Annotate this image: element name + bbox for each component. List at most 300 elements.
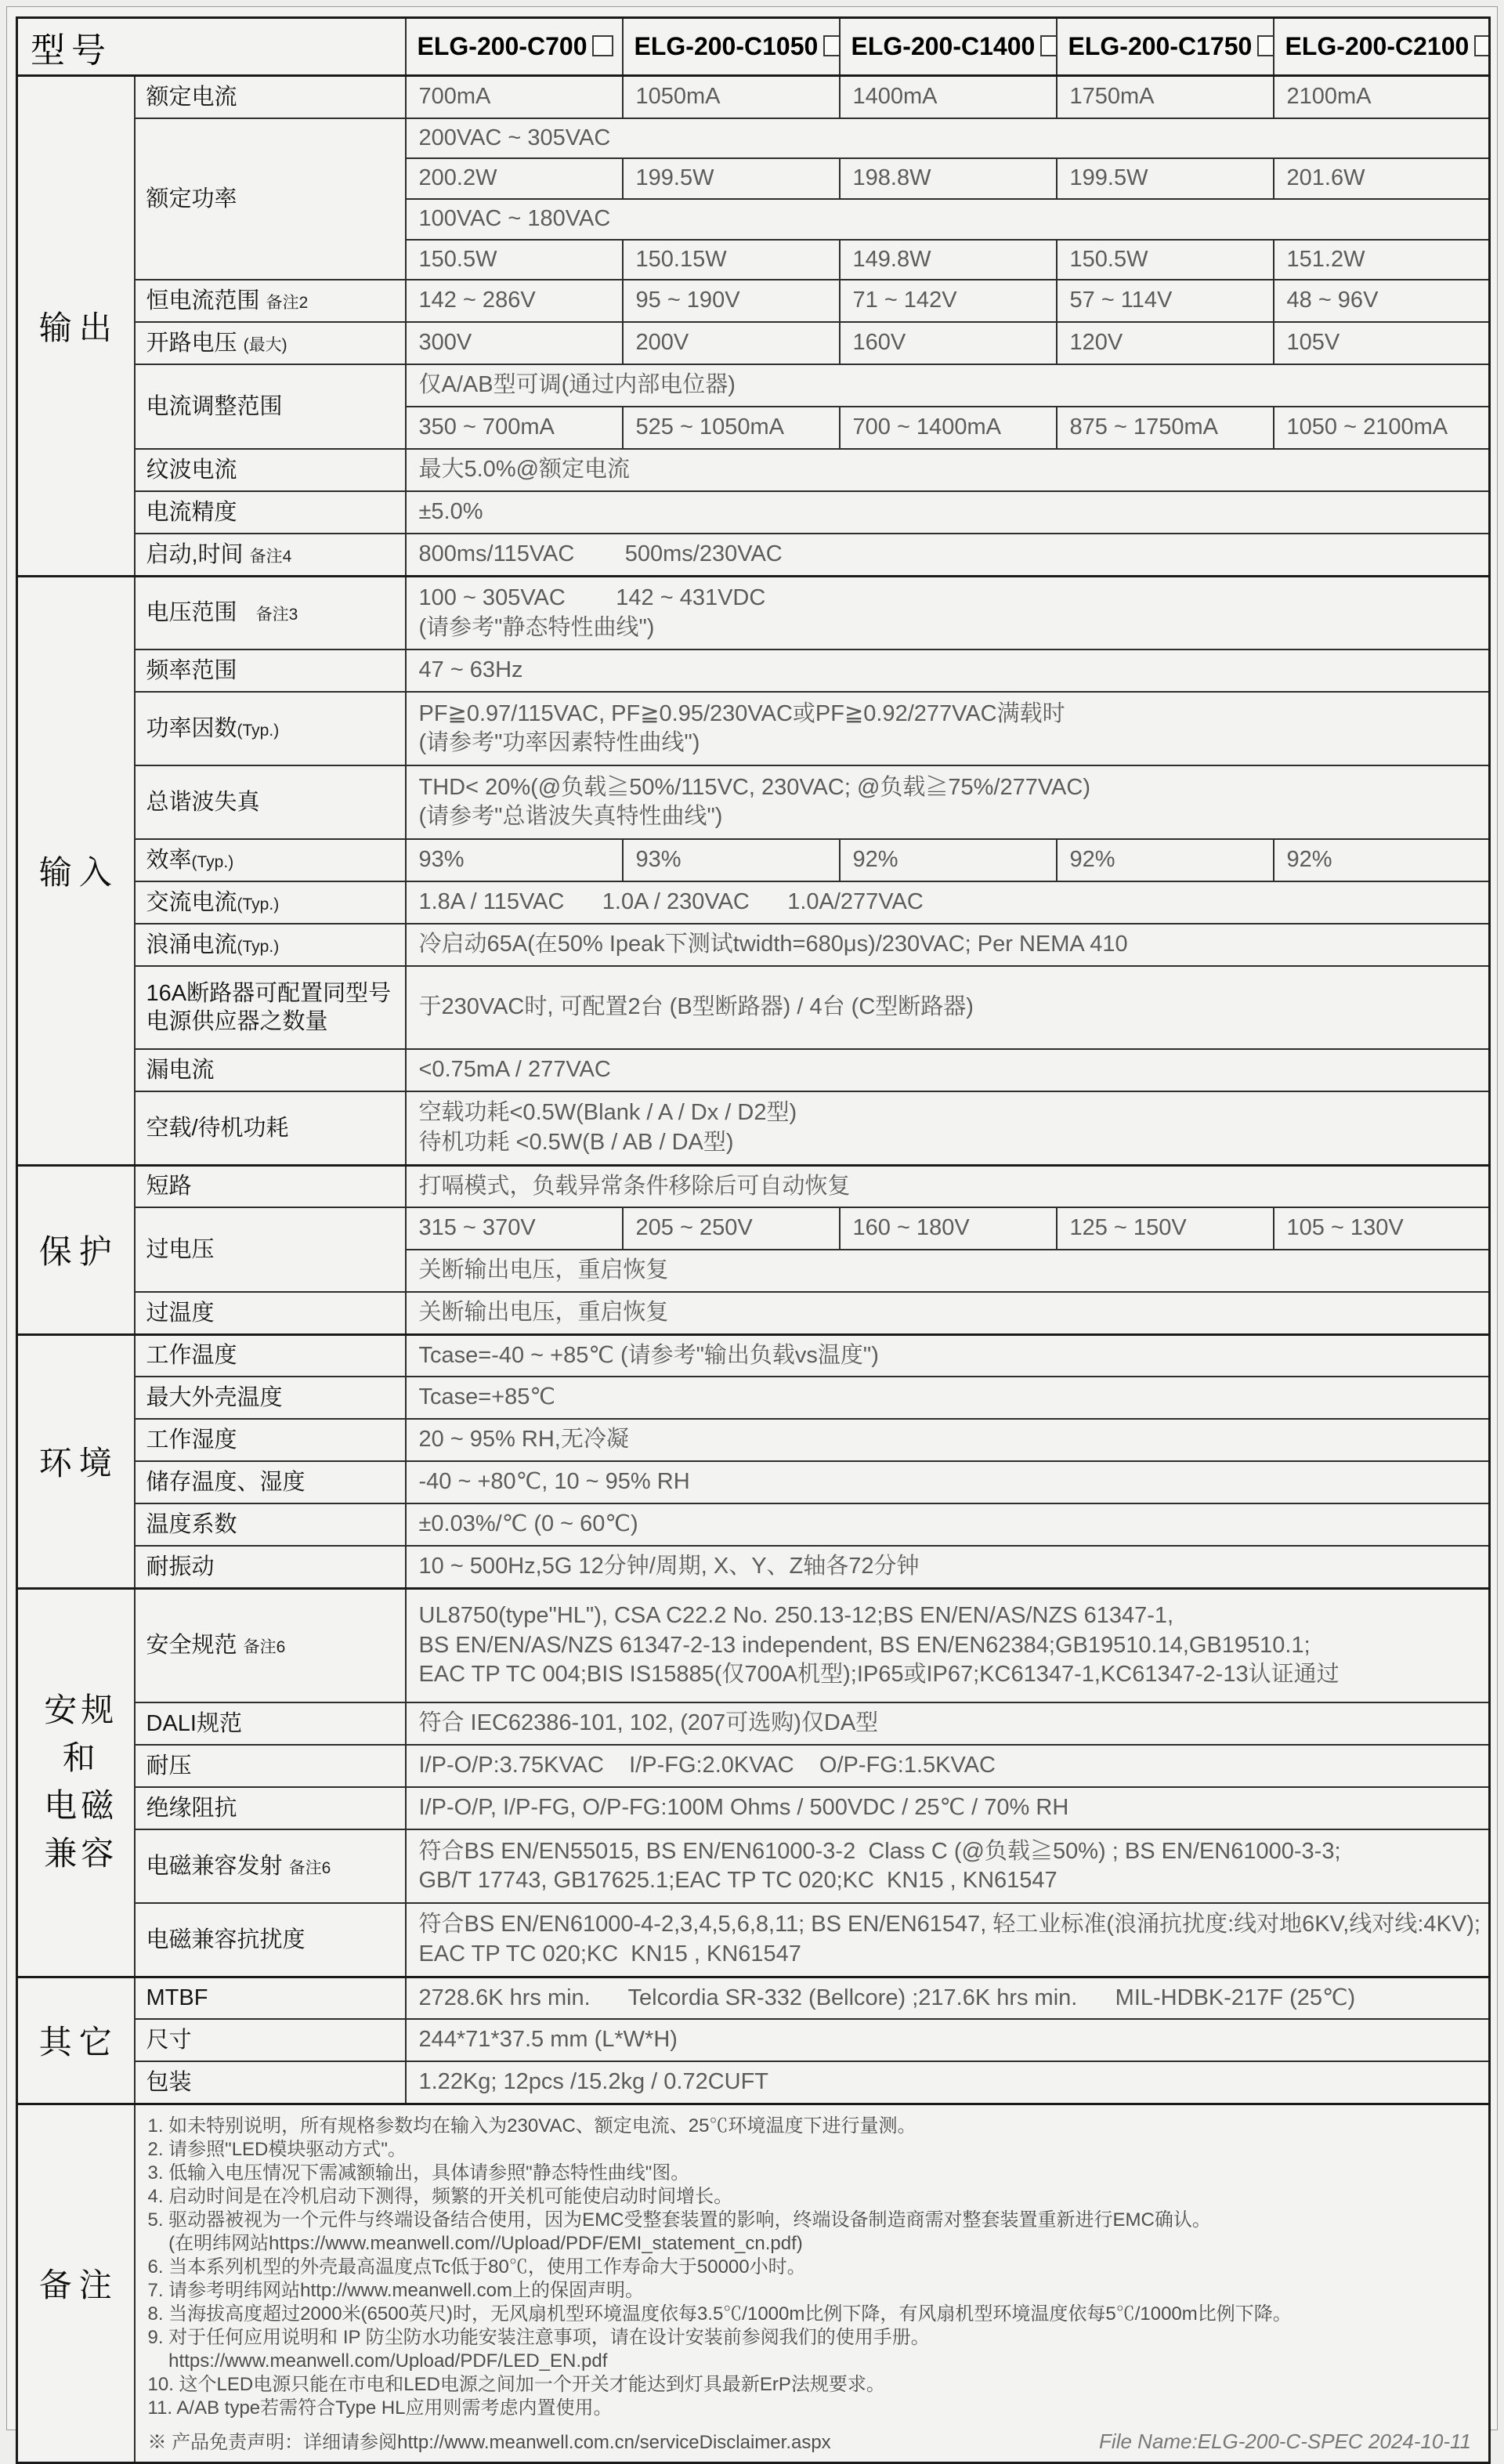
row-isolation-resistance bbox=[17, 1787, 1490, 1829]
value-text: 92% bbox=[1286, 847, 1332, 873]
param-label: MTBF bbox=[146, 1985, 208, 2011]
value-text: I/P-O/P, I/P-FG, O/P-FG:100M Ohms / 500VDC / 25℃ / 70% RH bbox=[418, 1795, 1069, 1821]
value-text: 100VAC ~ 180VAC bbox=[418, 205, 611, 231]
param-label: DALI规范 bbox=[146, 1711, 242, 1737]
value-text: 315 ~ 370V bbox=[418, 1215, 536, 1241]
row-inrush-current bbox=[17, 924, 1490, 966]
note-item: 11. A/AB type若需符合Type HL应用则需考虑内置使用。 bbox=[147, 2397, 613, 2419]
section-label-safety-emc bbox=[17, 1588, 135, 1977]
value-cell-span bbox=[406, 1419, 1490, 1461]
value-cell bbox=[1274, 158, 1490, 199]
value-text-line2: (请参考"功率因素特性曲线") bbox=[418, 730, 700, 756]
notes-footer bbox=[148, 2426, 1475, 2455]
value-cell-span bbox=[406, 491, 1490, 534]
row-emc-immunity bbox=[17, 1903, 1490, 1977]
value-cell bbox=[840, 240, 1057, 280]
param-label: 漏电流 bbox=[146, 1058, 215, 1084]
value-cell-span bbox=[406, 881, 1490, 924]
value-cell bbox=[406, 240, 623, 280]
param-max-case-temp bbox=[135, 1377, 406, 1419]
value-text: 符合 IEC62386-101, 102, (207可选购)仅DA型 bbox=[418, 1710, 879, 1736]
value-cell bbox=[1057, 158, 1274, 199]
model-suffix-box-icon bbox=[1040, 35, 1056, 56]
section-text: 备注 bbox=[38, 2267, 119, 2304]
param-current-accuracy bbox=[135, 491, 406, 534]
row-working-temp bbox=[17, 1334, 1490, 1377]
value-cell bbox=[840, 158, 1057, 199]
param-safety bbox=[135, 1588, 406, 1702]
model-header-c700 bbox=[406, 18, 623, 76]
param-open-circuit-voltage bbox=[135, 322, 406, 364]
note-item: 10. 这个LED电源只能在市电和LED电源之间加一个开关才能达到灯具最新ErP法规要求。 bbox=[147, 2373, 885, 2395]
value-text: 100 ~ 305VAC 142 ~ 431VDC bbox=[418, 584, 766, 610]
value-text: 1.22Kg; 12pcs /15.2kg / 0.72CUFT bbox=[418, 2069, 769, 2095]
value-text: 1050mA bbox=[635, 83, 721, 109]
row-rated-current bbox=[17, 76, 1490, 118]
value-cell-span bbox=[406, 692, 1490, 765]
param-label: 温度系数 bbox=[146, 1512, 237, 1538]
row-ac-current bbox=[17, 881, 1490, 924]
value-cell-span bbox=[406, 1165, 1490, 1207]
section-text: 其它 bbox=[38, 2024, 119, 2061]
value-text: 仅A/AB型可调(通过内部电位器) bbox=[418, 372, 736, 398]
value-text: 2100mA bbox=[1286, 83, 1372, 109]
value-text: 199.5W bbox=[1069, 165, 1148, 191]
param-label: 空载/待机功耗 bbox=[146, 1115, 289, 1141]
value-text-line3: EAC TP TC 004;BIS IS15885(仅700A机型);IP65或IP67;KC61347-1,KC61347-2-13认证通过 bbox=[418, 1662, 1340, 1688]
row-efficiency bbox=[17, 839, 1490, 881]
model-suffix-box-icon bbox=[1257, 35, 1273, 56]
value-text-line2: 待机功耗 <0.5W(B / AB / DA型) bbox=[418, 1130, 734, 1155]
value-cell-span bbox=[406, 1903, 1490, 1977]
value-cell-span bbox=[406, 1977, 1490, 2019]
value-text: ±0.03%/℃ (0 ~ 60℃) bbox=[418, 1511, 638, 1537]
value-cell bbox=[623, 1207, 840, 1250]
model-name: ELG-200-C2100 bbox=[1285, 32, 1470, 60]
value-text: 149.8W bbox=[852, 246, 931, 272]
row-cc-range bbox=[17, 280, 1490, 322]
value-cell bbox=[1274, 322, 1490, 364]
param-note: (Typ.) bbox=[191, 853, 234, 872]
param-note: 备注6 bbox=[288, 1859, 331, 1878]
param-no-load-power bbox=[135, 1091, 406, 1165]
param-label: 绝缘阻抗 bbox=[146, 1796, 237, 1822]
note-item: 7. 请参考明纬网站http://www.meanwell.com上的保固声明。 bbox=[147, 2279, 644, 2301]
value-text-line2: BS EN/EN/AS/NZS 61347-2-13 independent, BS EN/EN62384;GB19510.14,GB19510.1; bbox=[418, 1632, 1311, 1658]
value-text: 151.2W bbox=[1286, 246, 1365, 272]
value-cell bbox=[1057, 76, 1274, 118]
param-over-temperature bbox=[135, 1292, 406, 1334]
disclaimer-text: ※ 产品免责声明：详细请参阅http://www.meanwell.com.cn/serviceDisclaimer.aspx bbox=[147, 2431, 831, 2453]
value-text: Tcase=+85℃ bbox=[418, 1384, 555, 1410]
note-item: 3. 低输入电压情况下需减额输出，具体请参照"静态特性曲线"图。 bbox=[147, 2162, 690, 2184]
value-text: 199.5W bbox=[635, 165, 714, 191]
param-short-circuit bbox=[135, 1165, 406, 1207]
param-vibration bbox=[135, 1546, 406, 1588]
note-item: 4. 启动时间是在冷机启动下测得，频繁的开关机可能使启动时间增长。 bbox=[147, 2185, 733, 2207]
param-label: 包装 bbox=[146, 2069, 192, 2095]
model-suffix-box-icon bbox=[592, 35, 613, 56]
value-cell bbox=[840, 1207, 1057, 1250]
value-text: 160V bbox=[852, 330, 906, 356]
param-note: (Typ.) bbox=[237, 722, 280, 740]
value-cell bbox=[840, 839, 1057, 881]
value-text: 20 ~ 95% RH,无冷凝 bbox=[418, 1427, 629, 1453]
value-cell-span bbox=[406, 1588, 1490, 1702]
param-frequency-range bbox=[135, 649, 406, 692]
value-text: 92% bbox=[852, 847, 898, 873]
value-cell-span bbox=[406, 534, 1490, 576]
value-text: 2728.6K hrs min. Telcordia SR-332 (Bellcore) ;217.6K hrs min. MIL-HDBK-217F (25℃) bbox=[418, 1985, 1356, 2010]
value-text: 105 ~ 130V bbox=[1286, 1215, 1404, 1241]
value-cell bbox=[840, 76, 1057, 118]
param-voltage-range bbox=[135, 576, 406, 649]
spec-table bbox=[16, 16, 1491, 2464]
value-text: 冷启动65A(在50% Ipeak下测试twidth=680μs)/230VAC; Per NEMA 410 bbox=[418, 932, 1128, 957]
param-dimensions bbox=[135, 2019, 406, 2061]
param-label: 电磁兼容抗扰度 bbox=[146, 1927, 306, 1952]
value-text: 最大5.0%@额定电流 bbox=[418, 457, 631, 483]
value-text: I/P-O/P:3.75KVAC I/P-FG:2.0KVAC O/P-FG:1.5KVAC bbox=[418, 1753, 996, 1778]
value-text: 525 ~ 1050mA bbox=[635, 414, 784, 440]
param-label: 工作温度 bbox=[146, 1343, 237, 1369]
value-cell-span bbox=[406, 765, 1490, 839]
param-label: 效率 bbox=[146, 848, 192, 874]
value-text-line2: EAC TP TC 020;KC KN15 , KN61547 bbox=[418, 1941, 801, 1966]
param-temp-coefficient bbox=[135, 1503, 406, 1546]
value-text: 93% bbox=[635, 847, 682, 873]
value-text: 10 ~ 500Hz,5G 12分钟/周期, X、Y、Z轴各72分钟 bbox=[418, 1554, 920, 1579]
value-text: UL8750(type"HL"), CSA C22.2 No. 250.13-12;BS EN/EN/AS/NZS 61347-1, bbox=[418, 1602, 1174, 1628]
section-label-output bbox=[17, 76, 135, 577]
value-cell-span bbox=[406, 1250, 1490, 1292]
row-dali bbox=[17, 1702, 1490, 1745]
value-text: 1400mA bbox=[852, 83, 938, 109]
value-text: 71 ~ 142V bbox=[852, 288, 957, 313]
param-label: 启动,时间 bbox=[146, 541, 244, 567]
row-open-circuit-voltage bbox=[17, 322, 1490, 364]
param-packing bbox=[135, 2061, 406, 2104]
value-text: 244*71*37.5 mm (L*W*H) bbox=[418, 2027, 678, 2053]
value-text: 200VAC ~ 305VAC bbox=[418, 125, 611, 150]
param-power-factor bbox=[135, 692, 406, 765]
row-thd bbox=[17, 765, 1490, 839]
value-text: 150.5W bbox=[418, 246, 497, 272]
value-cell-span bbox=[406, 649, 1490, 692]
param-label: 过电压 bbox=[146, 1237, 215, 1263]
section-label-others bbox=[17, 1977, 135, 2104]
section-label-input bbox=[17, 576, 135, 1165]
value-cell bbox=[1274, 76, 1490, 118]
model-suffix-box-icon bbox=[823, 35, 839, 56]
value-text: 201.6W bbox=[1286, 165, 1365, 191]
value-text: 150.15W bbox=[635, 246, 727, 272]
value-text-line2: (请参考"静态特性曲线") bbox=[418, 614, 655, 640]
value-cell bbox=[1057, 280, 1274, 322]
value-text: 198.8W bbox=[852, 165, 931, 191]
param-label: 最大外壳温度 bbox=[146, 1385, 283, 1411]
value-cell bbox=[1274, 280, 1490, 322]
param-ac-current bbox=[135, 881, 406, 924]
value-cell-span bbox=[406, 1461, 1490, 1503]
value-text: 120V bbox=[1069, 330, 1123, 356]
row-vibration bbox=[17, 1546, 1490, 1588]
value-cell bbox=[406, 76, 623, 118]
row-mtbf bbox=[17, 1977, 1490, 2019]
row-setup-time bbox=[17, 534, 1490, 576]
spec-sheet-page bbox=[6, 6, 1498, 2453]
value-cell-span bbox=[406, 1546, 1490, 1588]
value-cell bbox=[406, 1207, 623, 1250]
value-cell bbox=[623, 839, 840, 881]
value-cell bbox=[623, 407, 840, 449]
model-header-row bbox=[17, 18, 1490, 76]
param-label: 功率因数 bbox=[146, 716, 237, 742]
param-breaker bbox=[135, 966, 406, 1049]
section-text: 兼容 bbox=[44, 1835, 118, 1872]
value-cell-span bbox=[406, 1503, 1490, 1546]
section-text: 安规 bbox=[44, 1692, 118, 1729]
value-cell-span bbox=[406, 364, 1490, 407]
section-text: 输出 bbox=[38, 309, 119, 346]
value-cell bbox=[840, 407, 1057, 449]
note-item: https://www.meanwell.com/Upload/PDF/LED_EN.pdf bbox=[147, 2350, 608, 2372]
param-label: 电流精度 bbox=[146, 500, 237, 526]
section-text: 输入 bbox=[38, 854, 119, 892]
param-leakage-current bbox=[135, 1049, 406, 1091]
value-text: 160 ~ 180V bbox=[852, 1215, 970, 1241]
param-setup-time bbox=[135, 534, 406, 576]
value-text: 93% bbox=[418, 847, 465, 873]
value-cell-span bbox=[406, 1702, 1490, 1745]
row-dimensions bbox=[17, 2019, 1490, 2061]
value-text: Tcase=-40 ~ +85℃ (请参考"输出负载vs温度") bbox=[418, 1342, 879, 1368]
param-efficiency bbox=[135, 839, 406, 881]
value-text: 800ms/115VAC 500ms/230VAC bbox=[418, 541, 783, 567]
value-text: 350 ~ 700mA bbox=[418, 414, 555, 440]
param-label: 电流调整范围 bbox=[146, 394, 283, 420]
row-emc-emission bbox=[17, 1829, 1490, 1903]
value-text: 142 ~ 286V bbox=[418, 288, 536, 313]
param-label: 交流电流 bbox=[146, 890, 237, 916]
value-text: 符合BS EN/EN55015, BS EN/EN61000-3-2 Class C (@负载≧50%) ; BS EN/EN61000-3-3; bbox=[418, 1838, 1341, 1864]
param-label: 频率范围 bbox=[146, 658, 237, 684]
param-note: 备注2 bbox=[266, 294, 309, 313]
param-label: 耐压 bbox=[146, 1753, 192, 1779]
param-thd bbox=[135, 765, 406, 839]
value-cell-span bbox=[406, 576, 1490, 649]
row-over-temperature bbox=[17, 1292, 1490, 1334]
param-working-temp bbox=[135, 1334, 406, 1377]
value-text: ±5.0% bbox=[418, 499, 483, 525]
value-text: 57 ~ 114V bbox=[1069, 288, 1173, 313]
value-cell-span bbox=[406, 966, 1490, 1049]
value-cell bbox=[1057, 1207, 1274, 1250]
value-cell-span bbox=[406, 449, 1490, 491]
value-cell bbox=[623, 280, 840, 322]
value-cell bbox=[1057, 322, 1274, 364]
row-rated-power-hv-range bbox=[17, 118, 1490, 159]
param-label: 浪涌电流 bbox=[146, 932, 237, 958]
row-storage bbox=[17, 1461, 1490, 1503]
value-cell-span bbox=[406, 1787, 1490, 1829]
value-cell-span bbox=[406, 1091, 1490, 1165]
param-note: (Typ.) bbox=[237, 938, 280, 957]
value-text: THD< 20%(@负载≧50%/115VC, 230VAC; @负载≧75%/277VAC) bbox=[418, 774, 1090, 800]
value-cell-span bbox=[406, 1377, 1490, 1419]
value-cell-span bbox=[406, 1049, 1490, 1091]
row-ripple-current bbox=[17, 449, 1490, 491]
row-withstand-voltage bbox=[17, 1745, 1490, 1787]
value-cell bbox=[623, 322, 840, 364]
param-cc-range bbox=[135, 280, 406, 322]
value-cell-span bbox=[406, 1292, 1490, 1334]
value-cell bbox=[406, 407, 623, 449]
note-item: 6. 当本系列机型的外壳最高温度点Tc低于80℃，使用工作寿命大于50000小时。 bbox=[147, 2256, 806, 2278]
value-text: 205 ~ 250V bbox=[635, 1215, 753, 1241]
param-current-adjust bbox=[135, 364, 406, 449]
param-label: 电磁兼容发射 bbox=[146, 1854, 283, 1880]
row-current-adjust-header bbox=[17, 364, 1490, 407]
value-text: 92% bbox=[1069, 847, 1115, 873]
param-label: 16A断路器可配置同型号电源供应器之数量 bbox=[146, 981, 392, 1035]
section-label-environment bbox=[17, 1334, 135, 1588]
param-inrush-current bbox=[135, 924, 406, 966]
param-dali bbox=[135, 1702, 406, 1745]
model-name: ELG-200-C1050 bbox=[634, 32, 819, 60]
param-note: 备注6 bbox=[243, 1638, 286, 1657]
value-text: 于230VAC时, 可配置2台 (B型断路器) / 4台 (C型断路器) bbox=[418, 994, 974, 1020]
param-label: 工作湿度 bbox=[146, 1427, 237, 1453]
value-text: 关断输出电压，重启恢复 bbox=[418, 1257, 669, 1283]
param-mtbf bbox=[135, 1977, 406, 2019]
value-text: 105V bbox=[1286, 330, 1340, 356]
row-breaker bbox=[17, 966, 1490, 1049]
value-text: 48 ~ 96V bbox=[1286, 288, 1379, 313]
param-emc-emission bbox=[135, 1829, 406, 1903]
param-isolation-resistance bbox=[135, 1787, 406, 1829]
param-label: 耐振动 bbox=[146, 1554, 215, 1579]
param-label: 开路电压 bbox=[146, 331, 237, 356]
param-ripple-current bbox=[135, 449, 406, 491]
value-cell-span bbox=[406, 2061, 1490, 2104]
value-cell bbox=[840, 280, 1057, 322]
row-temp-coefficient bbox=[17, 1503, 1490, 1546]
value-cell bbox=[406, 158, 623, 199]
param-working-humidity bbox=[135, 1419, 406, 1461]
value-cell bbox=[1057, 839, 1274, 881]
model-name: ELG-200-C700 bbox=[417, 32, 588, 60]
note-item: (在明纬网站https://www.meanwell.com//Upload/PDF/EMI_statement_cn.pdf) bbox=[147, 2232, 803, 2254]
note-item: 1. 如未特别说明，所有规格参数均在输入为230VAC、额定电流、25℃环境温度下进行量测。 bbox=[147, 2115, 916, 2137]
section-text: 环境 bbox=[38, 1445, 119, 1482]
param-label: 恒电流范围 bbox=[146, 288, 260, 314]
row-over-voltage-values bbox=[17, 1207, 1490, 1250]
note-item: 2. 请参照"LED模块驱动方式"。 bbox=[147, 2138, 407, 2160]
value-cell-span bbox=[406, 118, 1490, 159]
value-cell bbox=[840, 322, 1057, 364]
row-working-humidity bbox=[17, 1419, 1490, 1461]
row-max-case-temp bbox=[17, 1377, 1490, 1419]
row-voltage-range bbox=[17, 576, 1490, 649]
value-text: 关断输出电压，重启恢复 bbox=[418, 1300, 669, 1326]
param-rated-current bbox=[135, 76, 406, 118]
value-cell-span bbox=[406, 2019, 1490, 2061]
value-text: 空载功耗<0.5W(Blank / A / Dx / D2型) bbox=[418, 1100, 797, 1126]
file-name-text: File Name:ELG-200-C-SPEC 2024-10-11 bbox=[1099, 2429, 1471, 2453]
model-header-c1750 bbox=[1057, 18, 1274, 76]
value-cell bbox=[1274, 1207, 1490, 1250]
note-item: 8. 当海拔高度超过2000米(6500英尺)时，无风扇机型环境温度依每3.5℃/1000m比例下降，有风扇机型环境温度依每5℃/1000m比例下降。 bbox=[147, 2303, 1292, 2325]
param-label: 纹波电流 bbox=[146, 458, 237, 483]
model-name: ELG-200-C1400 bbox=[851, 32, 1036, 60]
value-text: 875 ~ 1750mA bbox=[1069, 414, 1218, 440]
value-text: 打嗝模式，负载异常条件移除后可自动恢复 bbox=[418, 1173, 851, 1199]
value-text: -40 ~ +80℃, 10 ~ 95% RH bbox=[418, 1469, 690, 1495]
param-note: (Typ.) bbox=[237, 896, 280, 914]
value-text: 95 ~ 190V bbox=[635, 288, 740, 313]
param-note: 备注4 bbox=[249, 547, 292, 566]
section-label-protection bbox=[17, 1165, 135, 1334]
value-cell-span bbox=[406, 1745, 1490, 1787]
value-cell bbox=[1274, 240, 1490, 280]
row-packing bbox=[17, 2061, 1490, 2104]
param-withstand-voltage bbox=[135, 1745, 406, 1787]
value-text-line2: (请参考"总谐波失真特性曲线") bbox=[418, 804, 723, 830]
param-label: 额定电流 bbox=[146, 84, 237, 110]
value-text-line2: GB/T 17743, GB17625.1;EAC TP TC 020;KC KN15 , KN61547 bbox=[418, 1868, 1058, 1894]
row-power-factor bbox=[17, 692, 1490, 765]
row-frequency-range bbox=[17, 649, 1490, 692]
row-current-accuracy bbox=[17, 491, 1490, 534]
value-cell-span bbox=[406, 924, 1490, 966]
model-name: ELG-200-C1750 bbox=[1068, 32, 1253, 60]
param-rated-power bbox=[135, 118, 406, 280]
value-text: 125 ~ 150V bbox=[1069, 1215, 1187, 1241]
value-cell bbox=[1057, 407, 1274, 449]
value-text: 300V bbox=[418, 330, 472, 356]
row-leakage-current bbox=[17, 1049, 1490, 1091]
param-note: 备注3 bbox=[255, 606, 298, 624]
model-header-c2100 bbox=[1274, 18, 1490, 76]
value-cell bbox=[623, 158, 840, 199]
model-suffix-box-icon bbox=[1474, 35, 1489, 56]
param-label: 安全规范 bbox=[146, 1633, 237, 1659]
value-cell bbox=[1057, 240, 1274, 280]
row-notes bbox=[17, 2104, 1490, 2462]
param-over-voltage bbox=[135, 1207, 406, 1292]
section-text: 电磁 bbox=[44, 1787, 118, 1825]
section-text: 和 bbox=[62, 1739, 99, 1777]
model-header-c1050 bbox=[623, 18, 840, 76]
value-cell bbox=[1274, 407, 1490, 449]
param-storage bbox=[135, 1461, 406, 1503]
row-short-circuit bbox=[17, 1165, 1490, 1207]
param-label: 储存温度、湿度 bbox=[146, 1470, 306, 1496]
value-cell bbox=[623, 76, 840, 118]
value-text: PF≧0.97/115VAC, PF≧0.95/230VAC或PF≧0.92/277VAC满载时 bbox=[418, 700, 1065, 726]
value-cell bbox=[623, 240, 840, 280]
model-label-text: 型号 bbox=[31, 31, 112, 70]
value-text: 1750mA bbox=[1069, 83, 1155, 109]
value-cell bbox=[406, 280, 623, 322]
value-text: 700mA bbox=[418, 83, 491, 109]
row-safety bbox=[17, 1588, 1490, 1702]
note-item: 9. 对于任何应用说明和 IP 防尘防水功能安装注意事项，请在设计安装前参阅我们的使用手册。 bbox=[147, 2326, 930, 2348]
value-cell bbox=[1274, 839, 1490, 881]
value-cell-span bbox=[406, 1334, 1490, 1377]
model-header-c1400 bbox=[840, 18, 1057, 76]
